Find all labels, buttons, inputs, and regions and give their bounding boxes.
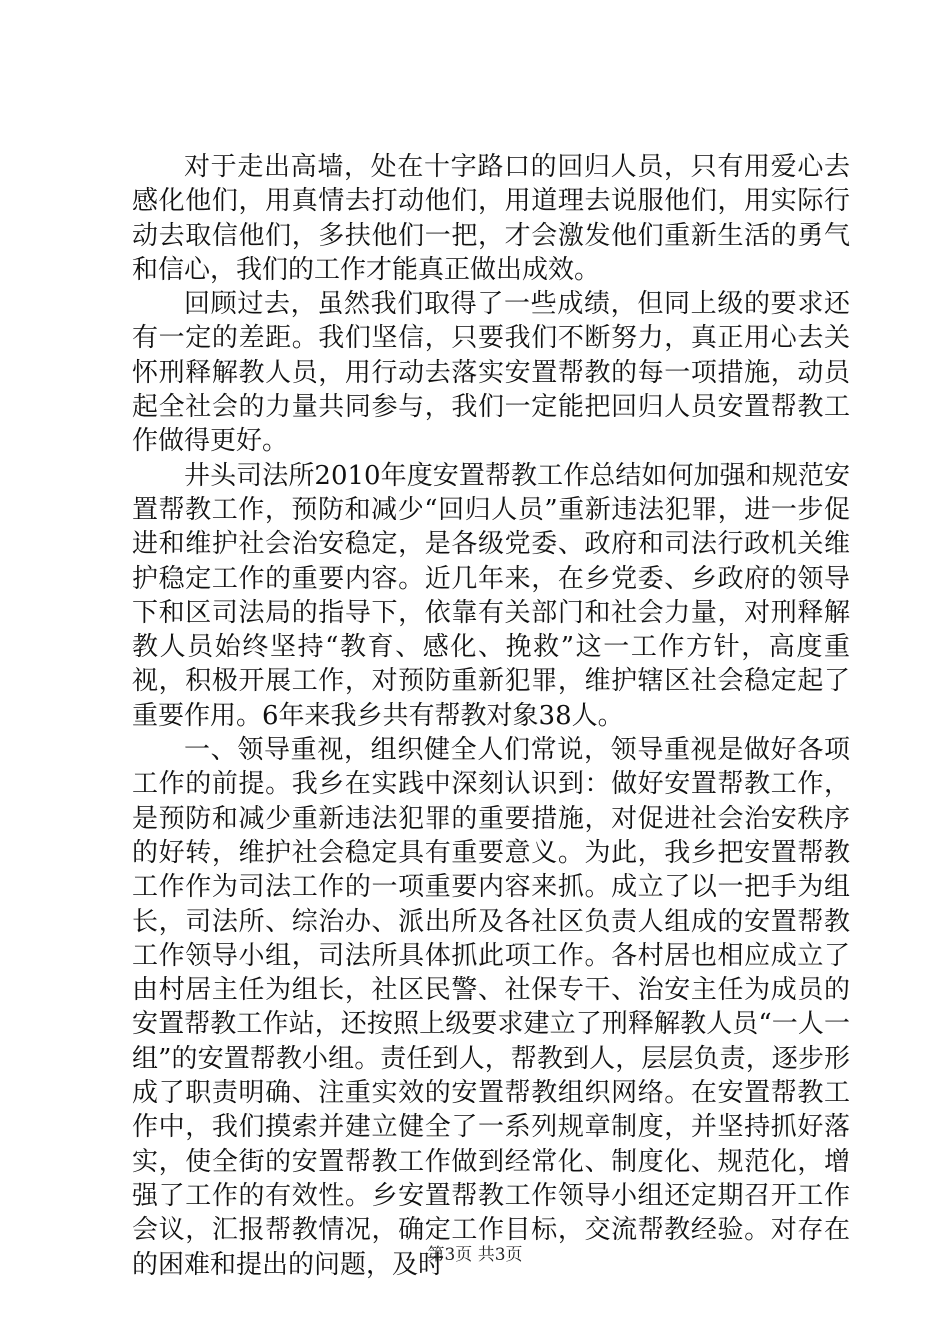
document-body bbox=[132, 150, 850, 1282]
paragraph-2: 回顾过去，虽然我们取得了一些成绩，但同上级的要求还有一定的差距。我们坚信，只要我们不断努力，真正用心去关怀刑释解教人员，用行动去落实安置帮教的每一项措施，动员起全社会的力量共同参与，我们一定能把回归人员安置帮教工作做得更好。 bbox=[132, 289, 850, 457]
paragraph-1: 对于走出高墙，处在十字路口的回归人员，只有用爱心去感化他们，用真情去打动他们，用道理去说服他们，用实际行动去取信他们，多扶他们一把，才会激发他们重新生活的勇气和信心，我们的工作才能真正做出成效。 bbox=[132, 152, 850, 285]
paragraph-3: 井头司法所2010年度安置帮教工作总结如何加强和规范安置帮教工作，预防和减少“回归人员”重新违法犯罪，进一步促进和维护社会治安稳定，是各级党委、政府和司法行政机关维护稳定工作的重要内容。近几年来，在乡党委、乡政府的领导下和区司法局的指导下，依靠有关部门和社会力量，对刑释解教人员始终坚持“教育、感化、挽救”这一工作方针，高度重视，积极开展工作，对预防重新犯罪，维护辖区社会稳定起了重要作用。6年来我乡共有帮教对象38人。 bbox=[132, 460, 850, 731]
page-footer: 第3页 共3页 bbox=[427, 1245, 523, 1265]
paragraph-4: 一、领导重视，组织健全人们常说，领导重视是做好各项工作的前提。我乡在实践中深刻认识到：做好安置帮教工作，是预防和减少重新违法犯罪的重要措施，对促进社会治安秩序的好转，维护社会稳定具有重要意义。为此，我乡把安置帮教工作作为司法工作的一项重要内容来抓。成立了以一把手为组长，司法所、综治办、派出所及各社区负责人组成的安置帮教工作领导小组，司法所具体抓此项工作。各村居也相应成立了由村居主任为组长，社区民警、社保专干、治安主任为成员的安置帮教工作站，还按照上级要求建立了刑释解教人员“一人一组”的安置帮教小组。责任到人，帮教到人，层层负责，逐步形成了职责明确、注重实效的安置帮教组织网络。在安置帮教工作中，我们摸索并建立健全了一系列规章制度，并坚持抓好落实，使全街的安置帮教工作做到经常化、制度化、规范化，增强了工作的有效性。乡安置帮教工作领导小组还定期召开工作会议，汇报帮教情况，确定工作目标，交流帮教经验。对存在的困难和提出的问题，及时 bbox=[132, 735, 850, 1280]
